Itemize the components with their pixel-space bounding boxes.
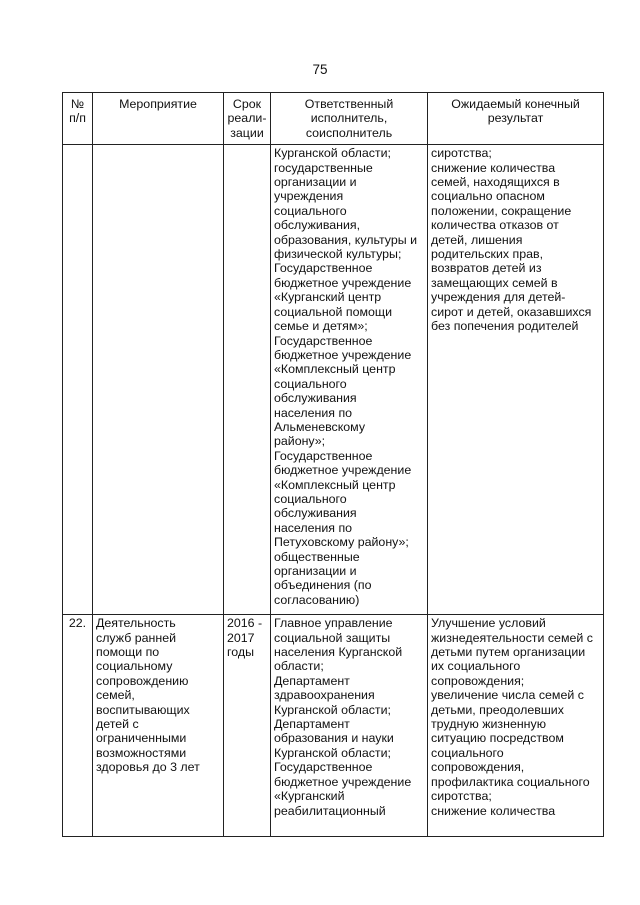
responsible-cell: Главное управление социальной защиты населения Курганской области; Департамент здравоохранения Курганской области; Департамент образования и науки Курганской области; Государственное бюджетное учреждение «Курганский реабилитационный xyxy=(271,615,428,837)
row-num-cell: 22. xyxy=(63,615,93,837)
result-cell: Улучшение условий жизнедеятельности семей с детьми путем организации их социального сопровождения; увеличение числа семей с детьми, преодолевших трудную жизненную ситуацию посредством социального сопровождения, профилактика социального сиротства; снижение количества xyxy=(428,615,604,837)
header-activity: Мероприятие xyxy=(93,93,224,145)
responsible-cell: Курганской области; государственные организации и учреждения социального обслуживания, образования, культуры и физической культуры; Государственное бюджетное учреждение «Курганский центр социальной помощи семье и детям»; Государственное бюджетное учреждение «Комплексный центр социального обслуживания населения по Альменевскому району»; Государственное бюджетное учреждение «Комплексный центр социального обслуживания населения по Петуховскому району»; общественные организации и объединения (по согласованию) xyxy=(271,145,428,615)
result-cell: сиротства; снижение количества семей, находящихся в социально опасном положении, сокращение количества отказов от детей, лишения родительских прав, возвратов детей из замещающих семей в учреждения для детей- сирот и детей, оказавшихся без попечения родителей xyxy=(428,145,604,615)
table-row xyxy=(63,615,604,837)
activity-cell xyxy=(93,145,224,615)
header-num: № п/п xyxy=(63,93,93,145)
term-cell xyxy=(224,145,271,615)
table-row xyxy=(63,145,604,615)
row-num-cell xyxy=(63,145,93,615)
header-result: Ожидаемый конечный результат xyxy=(428,93,604,145)
activities-table xyxy=(62,92,604,837)
term-cell: 2016 - 2017 годы xyxy=(224,615,271,837)
header-term: Срок реали- зации xyxy=(224,93,271,145)
table-header-row xyxy=(63,93,604,145)
activity-cell: Деятельность служб ранней помощи по социальному сопровождению семей, воспитывающих детей с ограниченными возможностями здоровья до 3 лет xyxy=(93,615,224,837)
page-number: 75 xyxy=(312,62,328,77)
header-responsible: Ответственный исполнитель, соисполнитель xyxy=(271,93,428,145)
